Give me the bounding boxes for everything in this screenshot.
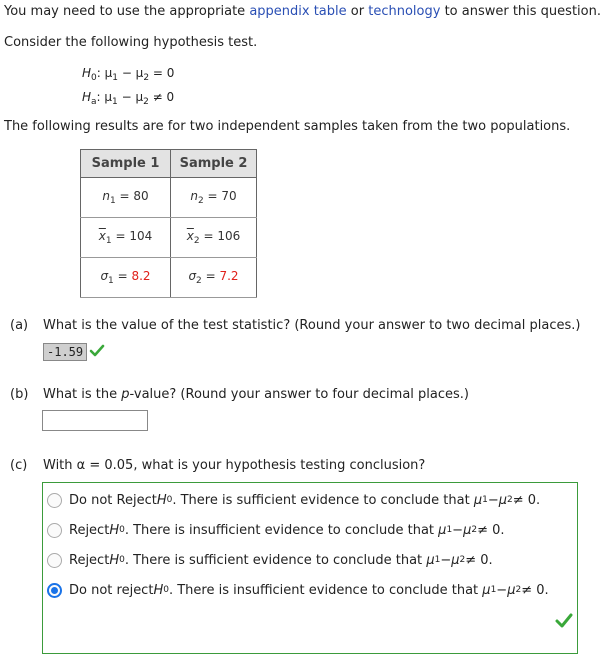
part-b-question: What is the p-value? (Round your answer to four decimal places.) <box>43 387 469 402</box>
radio-button[interactable] <box>47 523 62 538</box>
choice-4[interactable]: Do not reject H 0 . There is insufficient evidence to conclude that μ 1 − μ 2 ≠ 0. <box>47 575 577 605</box>
n2-cell: $n_2 = 70$ <box>171 178 257 218</box>
sample-1-header: Sample 1 <box>81 150 171 178</box>
alternative-hypothesis: $H_a$: $\mu_1 - \mu_2 \ne 0$ <box>82 90 175 107</box>
appendix-table-link[interactable]: appendix table <box>249 4 347 19</box>
radio-button[interactable] <box>47 553 62 568</box>
sigma1-cell: $\sigma_1 = 8.2$ <box>81 258 171 298</box>
conclusion-choices <box>42 482 578 654</box>
choice-2[interactable]: Reject H 0 . There is insufficient evidence to conclude that μ 1 − μ 2 ≠ 0. <box>47 515 577 545</box>
technology-link[interactable]: technology <box>368 4 441 19</box>
choice-1[interactable]: Do not Reject H 0 . There is sufficient evidence to conclude that μ 1 − μ 2 ≠ 0. <box>47 485 577 515</box>
part-c-question: With α = 0.05, what is your hypothesis testing conclusion? <box>43 458 426 473</box>
consider-text: Consider the following hypothesis test. <box>4 35 258 50</box>
intro-prefix: You may need to use the appropriate <box>4 4 246 19</box>
part-b-label: (b) <box>10 387 29 402</box>
n1-cell: $n_1 = 80$ <box>81 178 171 218</box>
intro-text <box>4 4 601 19</box>
null-hypothesis: $H_0$: $\mu_1 - \mu_2 = 0$ <box>82 66 175 83</box>
results-text: The following results are for two independent samples taken from the two populations. <box>4 119 571 134</box>
intro-mid: or <box>350 4 365 19</box>
part-a-label: (a) <box>10 318 29 333</box>
choice-3[interactable]: Reject H 0 . There is sufficient evidence to conclude that μ 1 − μ 2 ≠ 0. <box>47 545 577 575</box>
x2-cell: $\overline{x}_2 = 106$ <box>171 218 257 258</box>
hypotheses <box>82 64 174 112</box>
samples-table <box>80 149 257 298</box>
check-icon <box>89 344 105 358</box>
sample-2-header: Sample 2 <box>171 150 257 178</box>
sigma2-cell: $\sigma_2 = 7.2$ <box>171 258 257 298</box>
radio-button[interactable] <box>47 493 62 508</box>
intro-suffix: to answer this question. <box>444 4 601 19</box>
check-icon <box>555 613 573 629</box>
x1-cell: $\overline{x}_1 = 104$ <box>81 218 171 258</box>
part-c-label: (c) <box>10 458 28 473</box>
part-a-answer[interactable]: -1.59 <box>43 343 87 361</box>
radio-button-selected[interactable] <box>47 583 62 598</box>
part-a-question: What is the value of the test statistic? (Round your answer to two decimal places.) <box>43 318 581 333</box>
p-value-input[interactable] <box>42 410 148 431</box>
